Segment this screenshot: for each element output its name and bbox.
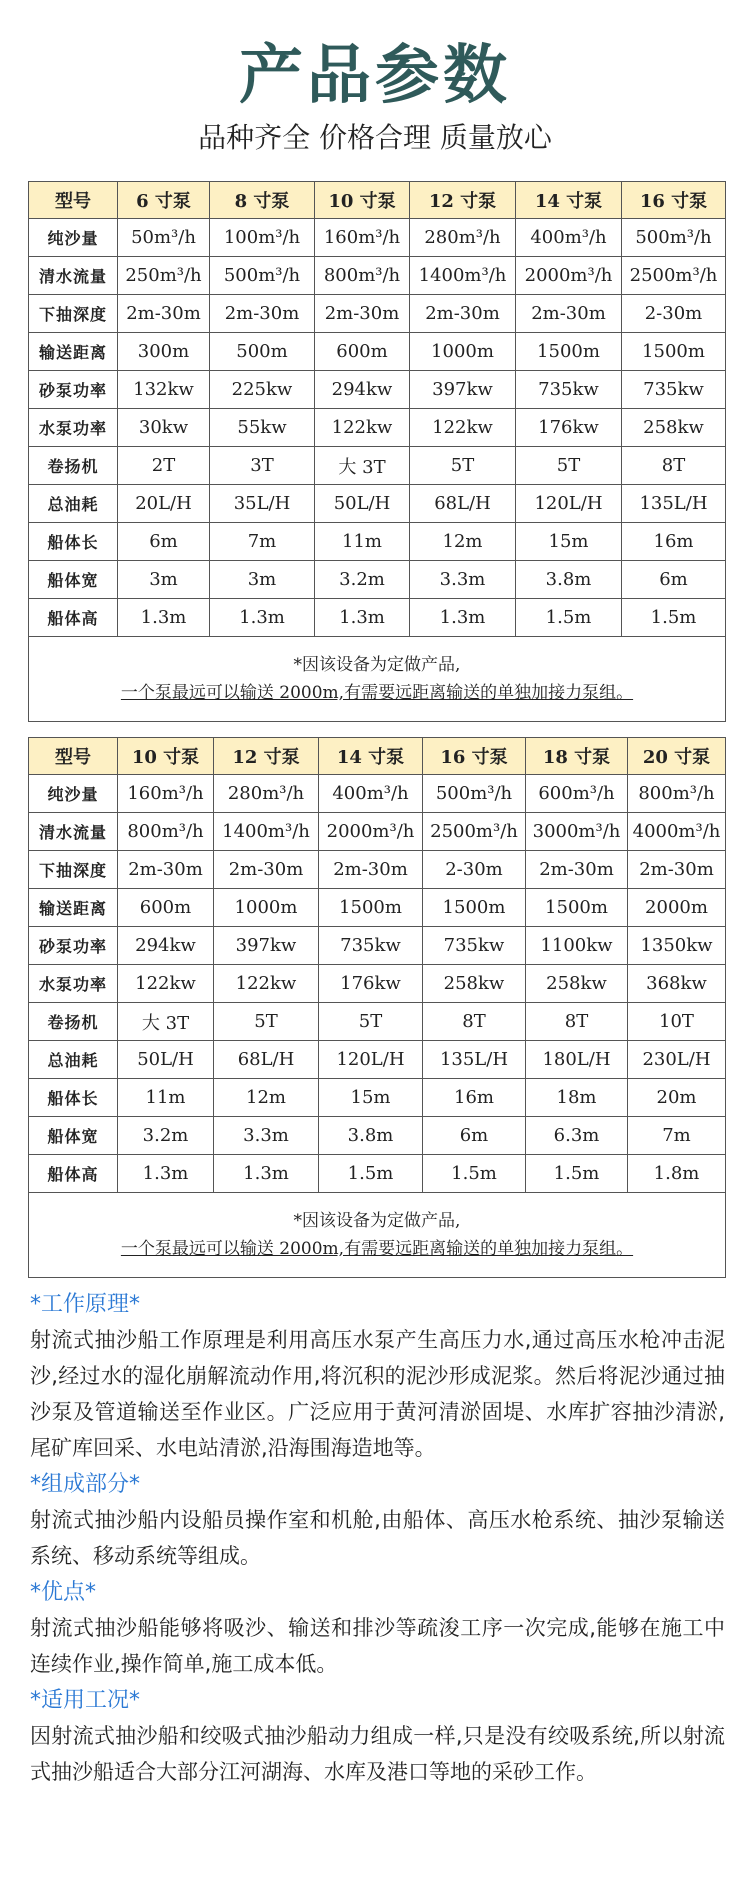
table-cell: 20m	[628, 1079, 726, 1117]
table-cell: 1.5m	[516, 599, 622, 637]
row-label-cell: 砂泵功率	[29, 371, 118, 409]
table-row	[29, 295, 726, 333]
section-body: 射流式抽沙船能够将吸沙、输送和排沙等疏浚工序一次完成,能够在施工中连续作业,操作简单,施工成本低。	[30, 1616, 725, 1676]
table-row	[29, 219, 726, 257]
table-cell: 368kw	[628, 965, 726, 1003]
section-body: 射流式抽沙船工作原理是利用高压水泵产生高压力水,通过高压水枪冲击泥沙,经过水的湿化崩解流动作用,将沉积的泥沙形成泥浆。然后将泥沙通过抽沙泵及管道输送至作业区。广泛应用于黄河清淤固堤、水库扩容抽沙清淤,尾矿库回采、水电站清淤,沿海围海造地等。	[30, 1328, 725, 1460]
table-cell: 122kw	[214, 965, 319, 1003]
table-row	[29, 333, 726, 371]
table-row	[29, 775, 726, 813]
row-label-cell: 清水流量	[29, 257, 118, 295]
table-cell: 735kw	[423, 927, 526, 965]
row-label-cell: 水泵功率	[29, 409, 118, 447]
table-row	[29, 965, 726, 1003]
table-cell: 500m³/h	[210, 257, 315, 295]
table-cell: 258kw	[622, 409, 726, 447]
table-cell: 30kw	[118, 409, 210, 447]
table-cell: 4000m³/h	[628, 813, 726, 851]
pump-header-cell: 10 寸泵	[118, 738, 214, 775]
table-note-row	[29, 1193, 726, 1278]
table-row	[29, 1079, 726, 1117]
table-cell: 12m	[410, 523, 516, 561]
table-cell: 122kw	[118, 965, 214, 1003]
row-label-cell: 卷扬机	[29, 1003, 118, 1041]
row-label-cell: 下抽深度	[29, 295, 118, 333]
table-header-row	[29, 182, 726, 219]
row-label-cell: 总油耗	[29, 1041, 118, 1079]
table-cell: 1400m³/h	[214, 813, 319, 851]
table-cell: 800m³/h	[315, 257, 410, 295]
table-cell: 55kw	[210, 409, 315, 447]
table-cell: 1.3m	[210, 599, 315, 637]
table-row	[29, 851, 726, 889]
table-cell: 2m-30m	[516, 295, 622, 333]
table-cell: 5T	[516, 447, 622, 485]
table-cell: 2m-30m	[526, 851, 628, 889]
table-cell: 176kw	[319, 965, 423, 1003]
table-cell: 2m-30m	[118, 851, 214, 889]
table-cell: 3.2m	[118, 1117, 214, 1155]
note-line-1: *因该设备为定做产品,	[293, 655, 461, 675]
table-note-row	[29, 637, 726, 722]
table-cell: 400m³/h	[516, 219, 622, 257]
table-cell: 2m-30m	[315, 295, 410, 333]
table-row	[29, 1155, 726, 1193]
table-cell: 397kw	[214, 927, 319, 965]
table-cell: 280m³/h	[410, 219, 516, 257]
pump-header-cell: 12 寸泵	[214, 738, 319, 775]
pump-header-cell: 20 寸泵	[628, 738, 726, 775]
table-cell: 5T	[319, 1003, 423, 1041]
row-label-cell: 船体长	[29, 1079, 118, 1117]
table-cell: 600m	[118, 889, 214, 927]
row-label-cell: 卷扬机	[29, 447, 118, 485]
table-row	[29, 813, 726, 851]
table-cell: 1500m	[516, 333, 622, 371]
table-cell: 1.3m	[118, 1155, 214, 1193]
pump-header-cell: 18 寸泵	[526, 738, 628, 775]
table-note-cell	[29, 637, 726, 722]
row-label-cell: 下抽深度	[29, 851, 118, 889]
row-label-cell: 输送距离	[29, 889, 118, 927]
table-cell: 大 3T	[315, 447, 410, 485]
table-cell: 735kw	[622, 371, 726, 409]
table-cell: 12m	[214, 1079, 319, 1117]
table-cell: 3.2m	[315, 561, 410, 599]
table-cell: 122kw	[410, 409, 516, 447]
row-label-cell: 船体高	[29, 599, 118, 637]
table-row	[29, 485, 726, 523]
row-label-cell: 水泵功率	[29, 965, 118, 1003]
table-cell: 1400m³/h	[410, 257, 516, 295]
table-cell: 10T	[628, 1003, 726, 1041]
row-label-cell: 纯沙量	[29, 775, 118, 813]
table-cell: 1.3m	[315, 599, 410, 637]
note-line-1: *因该设备为定做产品,	[293, 1211, 461, 1231]
table-cell: 300m	[118, 333, 210, 371]
table-cell: 大 3T	[118, 1003, 214, 1041]
note-line-2: 一个泵最远可以输送 2000m,有需要远距离输送的单独加接力泵组。	[120, 683, 634, 703]
table-cell: 500m³/h	[423, 775, 526, 813]
row-label-cell: 砂泵功率	[29, 927, 118, 965]
table-cell: 2500m³/h	[622, 257, 726, 295]
section-body: 射流式抽沙船内设船员操作室和机舱,由船体、高压水枪系统、抽沙泵输送系统、移动系统等组成。	[30, 1508, 725, 1568]
table-cell: 6m	[118, 523, 210, 561]
row-label-cell: 船体宽	[29, 1117, 118, 1155]
row-label-cell: 船体长	[29, 523, 118, 561]
table-cell: 1.8m	[628, 1155, 726, 1193]
note-line-2: 一个泵最远可以输送 2000m,有需要远距离输送的单独加接力泵组。	[120, 1239, 634, 1259]
table-cell: 68L/H	[214, 1041, 319, 1079]
table-cell: 2m-30m	[410, 295, 516, 333]
table-cell: 3.3m	[214, 1117, 319, 1155]
table-cell: 2000m³/h	[516, 257, 622, 295]
table-cell: 280m³/h	[214, 775, 319, 813]
table-cell: 3000m³/h	[526, 813, 628, 851]
row-label-cell: 总油耗	[29, 485, 118, 523]
table-cell: 135L/H	[622, 485, 726, 523]
section-body: 因射流式抽沙船和绞吸式抽沙船动力组成一样,只是没有绞吸系统,所以射流式抽沙船适合大部分江河湖海、水库及港口等地的采砂工作。	[30, 1724, 725, 1784]
pump-header-cell: 8 寸泵	[210, 182, 315, 219]
table-cell: 1350kw	[628, 927, 726, 965]
table-cell: 120L/H	[516, 485, 622, 523]
table-cell: 11m	[118, 1079, 214, 1117]
table-cell: 500m	[210, 333, 315, 371]
table-cell: 135L/H	[423, 1041, 526, 1079]
pump-header-cell: 16 寸泵	[622, 182, 726, 219]
table-cell: 258kw	[423, 965, 526, 1003]
table-row	[29, 409, 726, 447]
table-cell: 6m	[423, 1117, 526, 1155]
table-row	[29, 1117, 726, 1155]
table-cell: 500m³/h	[622, 219, 726, 257]
row-label-cell: 纯沙量	[29, 219, 118, 257]
table-cell: 3.8m	[516, 561, 622, 599]
row-label-cell: 输送距离	[29, 333, 118, 371]
pump-header-cell: 14 寸泵	[319, 738, 423, 775]
table-cell: 122kw	[315, 409, 410, 447]
table-row	[29, 257, 726, 295]
table-cell: 1.3m	[214, 1155, 319, 1193]
table-cell: 3T	[210, 447, 315, 485]
spec-table-1	[28, 181, 726, 722]
table-cell: 3.3m	[410, 561, 516, 599]
table-cell: 5T	[410, 447, 516, 485]
table-cell: 250m³/h	[118, 257, 210, 295]
table-cell: 50m³/h	[118, 219, 210, 257]
table-row	[29, 927, 726, 965]
table-cell: 68L/H	[410, 485, 516, 523]
page-title: 产品参数	[239, 39, 511, 113]
table-row	[29, 561, 726, 599]
table-cell: 100m³/h	[210, 219, 315, 257]
table-cell: 1000m	[214, 889, 319, 927]
table-cell: 294kw	[315, 371, 410, 409]
table-cell: 16m	[423, 1079, 526, 1117]
table-cell: 132kw	[118, 371, 210, 409]
table-cell: 800m³/h	[628, 775, 726, 813]
table-cell: 35L/H	[210, 485, 315, 523]
table-row	[29, 1003, 726, 1041]
table-row	[29, 889, 726, 927]
table-cell: 20L/H	[118, 485, 210, 523]
pump-header-cell: 6 寸泵	[118, 182, 210, 219]
table-cell: 1500m	[423, 889, 526, 927]
section-heading: *适用工况*	[30, 1688, 141, 1713]
table-row	[29, 1041, 726, 1079]
table-cell: 2m-30m	[319, 851, 423, 889]
table-cell: 1500m	[622, 333, 726, 371]
table-cell: 180L/H	[526, 1041, 628, 1079]
table-row	[29, 371, 726, 409]
table-cell: 735kw	[516, 371, 622, 409]
table-cell: 8T	[526, 1003, 628, 1041]
table-row	[29, 447, 726, 485]
spec-table-2	[28, 737, 726, 1278]
model-header-cell: 型号	[29, 182, 118, 219]
table-cell: 225kw	[210, 371, 315, 409]
table-cell: 50L/H	[315, 485, 410, 523]
table-row	[29, 523, 726, 561]
table-cell: 15m	[516, 523, 622, 561]
table-cell: 1500m	[526, 889, 628, 927]
table-cell: 5T	[214, 1003, 319, 1041]
table-cell: 1500m	[319, 889, 423, 927]
table-cell: 230L/H	[628, 1041, 726, 1079]
table-cell: 735kw	[319, 927, 423, 965]
table-cell: 2-30m	[423, 851, 526, 889]
description-sections	[30, 1286, 725, 1792]
section-heading: *优点*	[30, 1580, 97, 1605]
table-cell: 11m	[315, 523, 410, 561]
table-cell: 8T	[423, 1003, 526, 1041]
table-cell: 2m-30m	[118, 295, 210, 333]
table-cell: 1.5m	[319, 1155, 423, 1193]
table-cell: 2000m	[628, 889, 726, 927]
table-cell: 18m	[526, 1079, 628, 1117]
table-header-row	[29, 738, 726, 775]
section-heading: *组成部分*	[30, 1472, 141, 1497]
pump-header-cell: 14 寸泵	[516, 182, 622, 219]
table-cell: 1.3m	[410, 599, 516, 637]
page-subtitle: 品种齐全 价格合理 质量放心	[198, 121, 552, 154]
table-cell: 397kw	[410, 371, 516, 409]
table-cell: 2m-30m	[214, 851, 319, 889]
table-cell: 1.5m	[526, 1155, 628, 1193]
table-cell: 294kw	[118, 927, 214, 965]
table-cell: 1000m	[410, 333, 516, 371]
table-cell: 7m	[210, 523, 315, 561]
table-note-cell	[29, 1193, 726, 1278]
table-cell: 50L/H	[118, 1041, 214, 1079]
row-label-cell: 船体高	[29, 1155, 118, 1193]
row-label-cell: 清水流量	[29, 813, 118, 851]
model-header-cell: 型号	[29, 738, 118, 775]
pump-header-cell: 10 寸泵	[315, 182, 410, 219]
table-cell: 2500m³/h	[423, 813, 526, 851]
row-label-cell: 船体宽	[29, 561, 118, 599]
table-cell: 120L/H	[319, 1041, 423, 1079]
table-cell: 2m-30m	[628, 851, 726, 889]
table-cell: 3m	[210, 561, 315, 599]
table-cell: 1.3m	[118, 599, 210, 637]
pump-header-cell: 12 寸泵	[410, 182, 516, 219]
table-cell: 2m-30m	[210, 295, 315, 333]
table-cell: 176kw	[516, 409, 622, 447]
table-cell: 400m³/h	[319, 775, 423, 813]
table-row	[29, 599, 726, 637]
table-cell: 3.8m	[319, 1117, 423, 1155]
table-cell: 2T	[118, 447, 210, 485]
table-cell: 160m³/h	[118, 775, 214, 813]
table-cell: 2000m³/h	[319, 813, 423, 851]
table-cell: 800m³/h	[118, 813, 214, 851]
table-cell: 1100kw	[526, 927, 628, 965]
table-cell: 1.5m	[622, 599, 726, 637]
table-cell: 6m	[622, 561, 726, 599]
table-cell: 6.3m	[526, 1117, 628, 1155]
table-cell: 8T	[622, 447, 726, 485]
table-cell: 1.5m	[423, 1155, 526, 1193]
table-cell: 600m³/h	[526, 775, 628, 813]
table-cell: 7m	[628, 1117, 726, 1155]
table-cell: 15m	[319, 1079, 423, 1117]
table-cell: 16m	[622, 523, 726, 561]
pump-header-cell: 16 寸泵	[423, 738, 526, 775]
section-heading: *工作原理*	[30, 1292, 141, 1317]
table-cell: 3m	[118, 561, 210, 599]
table-cell: 600m	[315, 333, 410, 371]
table-cell: 258kw	[526, 965, 628, 1003]
table-cell: 2-30m	[622, 295, 726, 333]
table-cell: 160m³/h	[315, 219, 410, 257]
